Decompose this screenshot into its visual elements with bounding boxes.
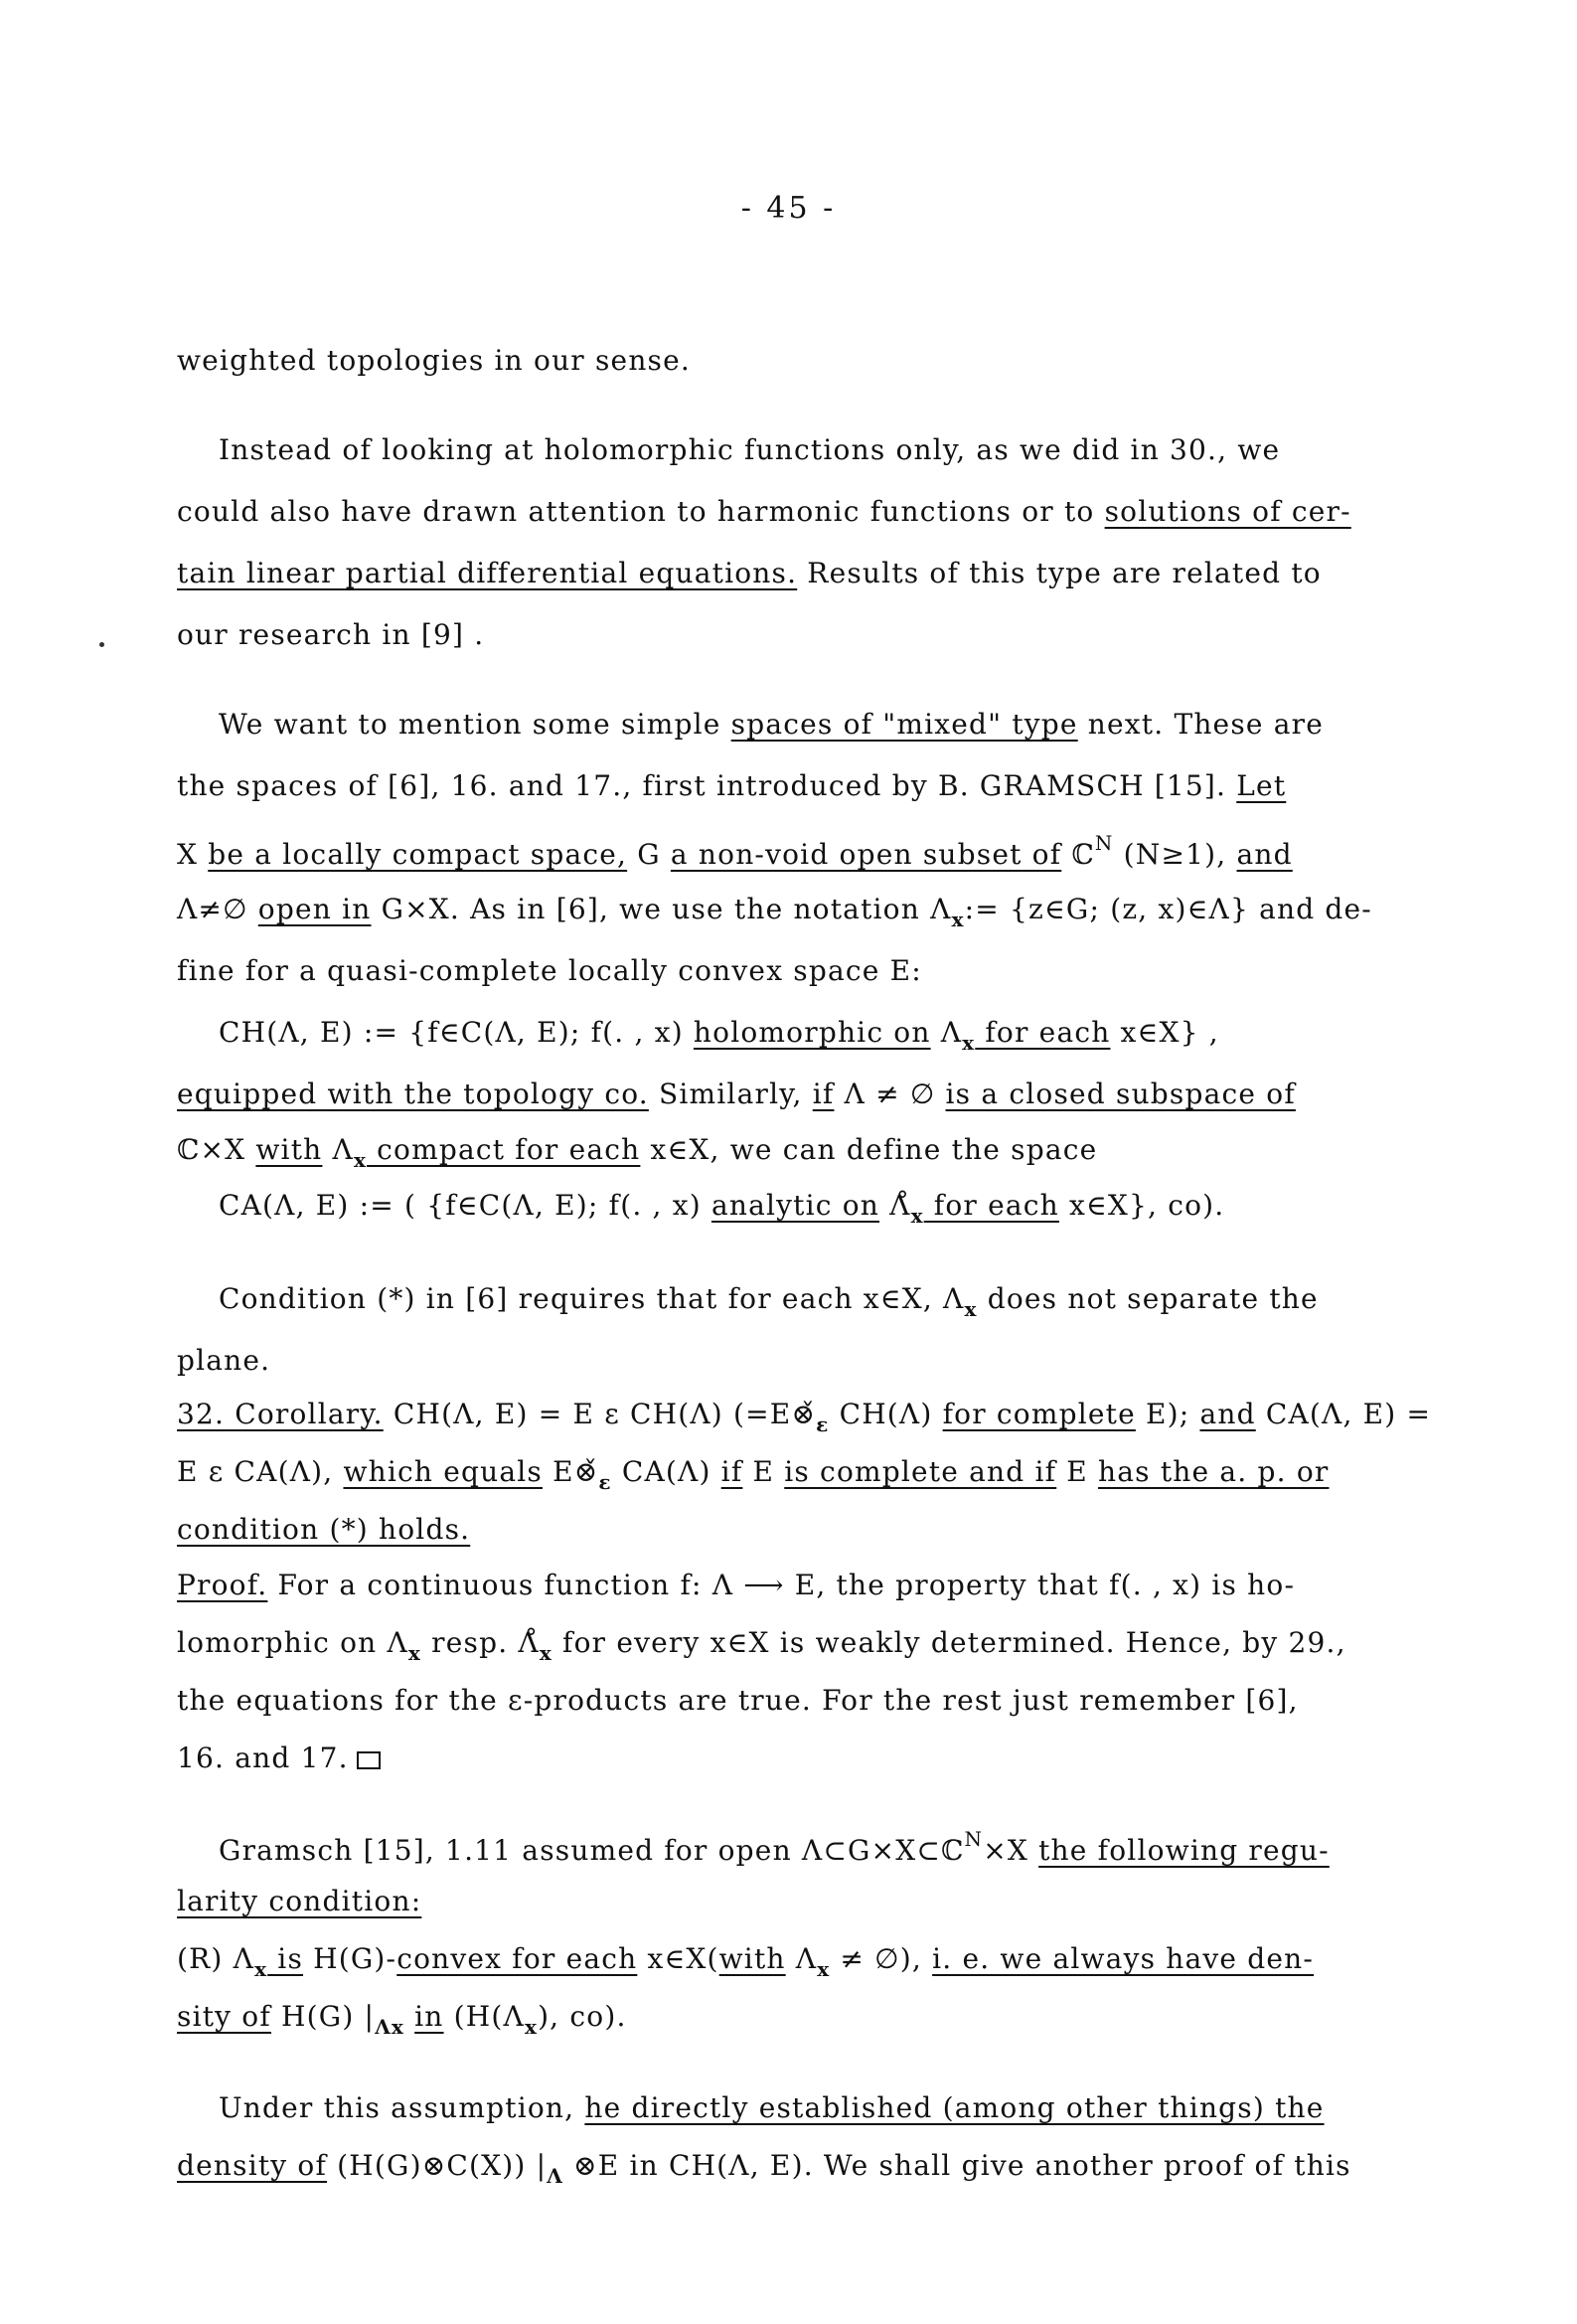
text-line: lomorphic on $\Lambda_x$ resp. $\Lambdå_x$ for every x∈X is weakly determined. Hence, by 29.,	[177, 1626, 1346, 1665]
text-line: Instead of looking at holomorphic functions only, as we did in 30., we	[219, 433, 1281, 466]
corollary-line: 32. Corollary. CH(Λ, E) = E ε CH(Λ) ($=E\otimeš_\varepsilon$ CH(Λ) for complete E); and CA(Λ, E) =	[177, 1398, 1432, 1436]
text-line: ℂ×X with $\Lambda_x$ compact for each x∈X, we can define the space	[177, 1133, 1098, 1172]
margin-mark	[99, 642, 104, 647]
page-number: - 45 -	[740, 191, 837, 226]
text-line: the spaces of [6], 16. and 17., first introduced by B. GRAMSCH [15]. Let	[177, 769, 1287, 802]
text-line: X be a locally compact space, G a non-void open subset of ℂ$^N$ (N≥1), and	[177, 831, 1293, 871]
text-line: 16. and 17.	[177, 1742, 381, 1774]
text-line: density of (H(G)⊗C(X)) $|_\Lambda$ ⊗E in CH(Λ, E). We shall give another proof of this	[177, 2149, 1351, 2188]
text-line: Λ≠∅ open in G×X. As in [6], we use the notation $\Lambda_x:=$ {z∈G; (z, x)∈Λ} and de-	[177, 893, 1372, 931]
text-line: (R) $\Lambda_x$ is H(G)-convex for each x∈X(with $\Lambda_x$ ≠ ∅), i. e. we always have den-	[177, 1942, 1315, 1981]
text-line: We want to mention some simple spaces of "mixed" type next. These are	[219, 708, 1325, 741]
text-line: tain linear partial differential equations. Results of this type are related to	[177, 557, 1322, 589]
text-line: equipped with the topology co. Similarly, if Λ ≠ ∅ is a closed subspace of	[177, 1078, 1296, 1110]
text-line: weighted topologies in our sense.	[177, 344, 691, 377]
text-line: larity condition:	[177, 1885, 422, 1917]
text-line: our research in [9] .	[177, 618, 485, 651]
text-line: condition (*) holds.	[177, 1513, 471, 1546]
text-line: Gramsch [15], 1.11 assumed for open Λ⊂G×X⊂ℂ$^N$×X the following regu-	[219, 1827, 1330, 1867]
text-line: fine for a quasi-complete locally convex space E:	[177, 954, 922, 987]
qed-icon	[357, 1751, 381, 1769]
text-line: E ε CA(Λ), which equals $E\otimeš_\varepsilon$ CA(Λ) if E is complete and if E has the a. p. or	[177, 1455, 1330, 1494]
text-line: Condition (*) in [6] requires that for each x∈X, $\Lambda_x$ does not separate the	[219, 1282, 1319, 1321]
proof-line: Proof. For a continuous function f: Λ ⟶ E, the property that f(. , x) is ho-	[177, 1569, 1296, 1601]
text-line: could also have drawn attention to harmonic functions or to solutions of cer-	[177, 495, 1351, 528]
text-line: sity of H(G) $|_{\Lambda x}$ in ($H(\Lambda_x)$, co).	[177, 2000, 627, 2039]
text-line: Under this assumption, he directly established (among other things) the	[219, 2091, 1325, 2124]
formula-line: CA(Λ, E) := ( {f∈C(Λ, E); f(. , x) analytic on $\Lambdå_x$ for each x∈X}, co).	[219, 1189, 1225, 1228]
text-line: the equations for the ε-products are true. For the rest just remember [6],	[177, 1684, 1299, 1717]
formula-line: CH(Λ, E) := {f∈C(Λ, E); f(. , x) holomorphic on $\Lambda_x$ for each x∈X} ,	[219, 1016, 1219, 1055]
text-line: plane.	[177, 1344, 271, 1377]
